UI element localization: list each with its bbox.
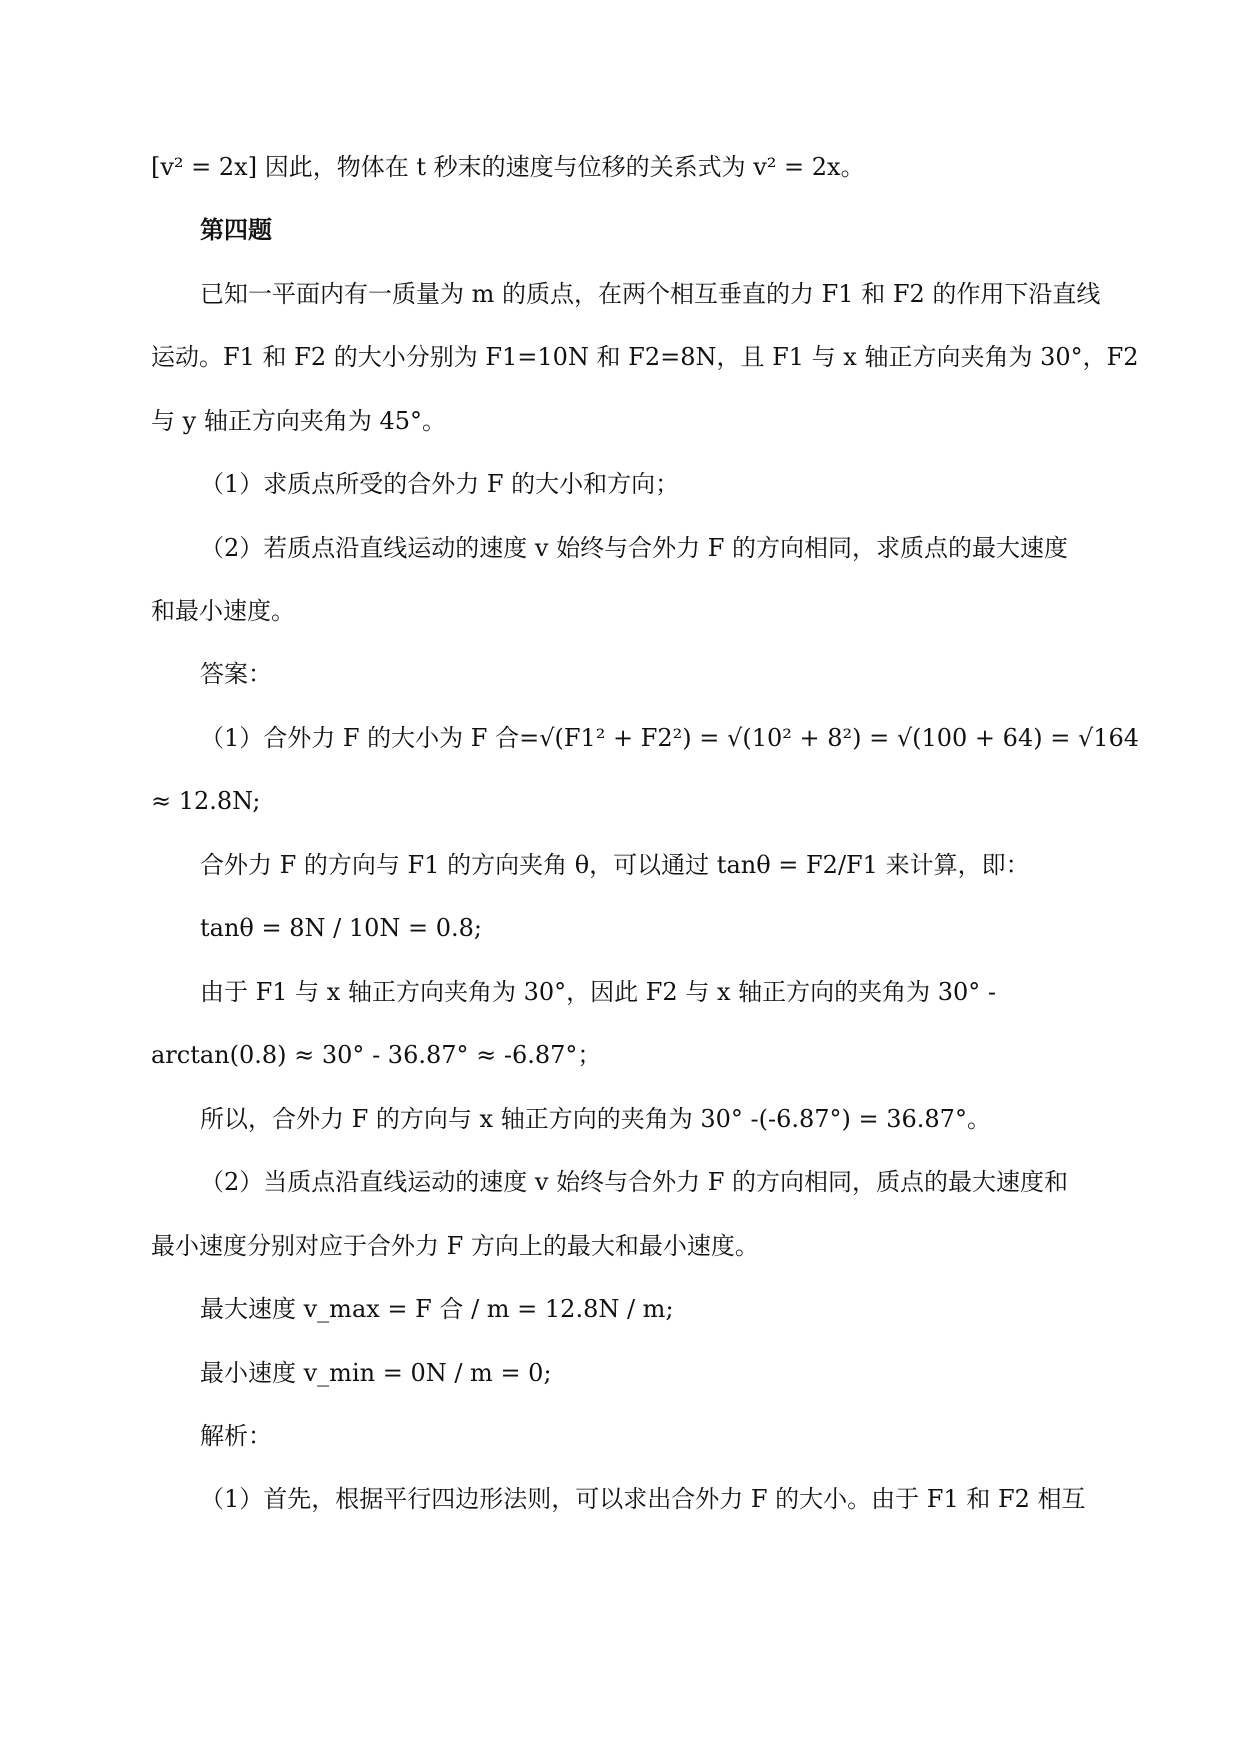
sub-question-2-cont: 和最小速度。 [151, 597, 295, 625]
sub-question-2: （2）若质点沿直线运动的速度 v 始终与合外力 F 的方向相同，求质点的最大速度 [200, 534, 1068, 562]
answer-vmax: 最大速度 v_max = F 合 / m = 12.8N / m; [200, 1295, 674, 1323]
answer-vmin: 最小速度 v_min = 0N / m = 0; [200, 1359, 552, 1387]
answer-2-line-2: 最小速度分别对应于合外力 F 方向上的最大和最小速度。 [151, 1232, 759, 1260]
problem-text-3: 与 y 轴正方向夹角为 45°。 [151, 407, 446, 435]
answer-2-line-1: （2）当质点沿直线运动的速度 v 始终与合外力 F 的方向相同，质点的最大速度和 [200, 1168, 1068, 1196]
answer-direction-2: 由于 F1 与 x 轴正方向夹角为 30°，因此 F2 与 x 轴正方向的夹角为 30° - [200, 978, 997, 1006]
answer-direction-3: arctan(0.8) ≈ 30° - 36.87° ≈ -6.87°； [151, 1041, 602, 1069]
problem-text-1: 已知一平面内有一质量为 m 的质点，在两个相互垂直的力 F1 和 F2 的作用下沿直线 [200, 280, 1101, 308]
answer-tan-value: tanθ = 8N / 10N = 0.8; [200, 914, 482, 942]
question-heading: 第四题 [200, 215, 272, 244]
analysis-line-1: （1）首先，根据平行四边形法则，可以求出合外力 F 的大小。由于 F1 和 F2 相互 [200, 1485, 1086, 1513]
answer-direction-4: 所以，合外力 F 的方向与 x 轴正方向的夹角为 30° -(-6.87°) = 36.87°。 [200, 1105, 991, 1133]
analysis-label: 解析： [200, 1422, 272, 1450]
answer-1-line-1: （1）合外力 F 的大小为 F 合=√(F1² + F2²) = √(10² + 8²) = √(100 + 64) = √164 [200, 724, 1140, 752]
answer-label: 答案： [200, 660, 272, 688]
answer-1-line-2: ≈ 12.8N; [151, 787, 261, 815]
line-v2-relation: [v² = 2x] 因此，物体在 t 秒末的速度与位移的关系式为 v² = 2x。 [151, 153, 865, 181]
sub-question-1: （1）求质点所受的合外力 F 的大小和方向； [200, 470, 680, 498]
problem-text-2: 运动。F1 和 F2 的大小分别为 F1=10N 和 F2=8N，且 F1 与 x 轴正方向夹角为 30°，F2 [151, 343, 1139, 371]
answer-direction-1: 合外力 F 的方向与 F1 的方向夹角 θ，可以通过 tanθ = F2/F1 来计算，即： [200, 851, 1030, 879]
